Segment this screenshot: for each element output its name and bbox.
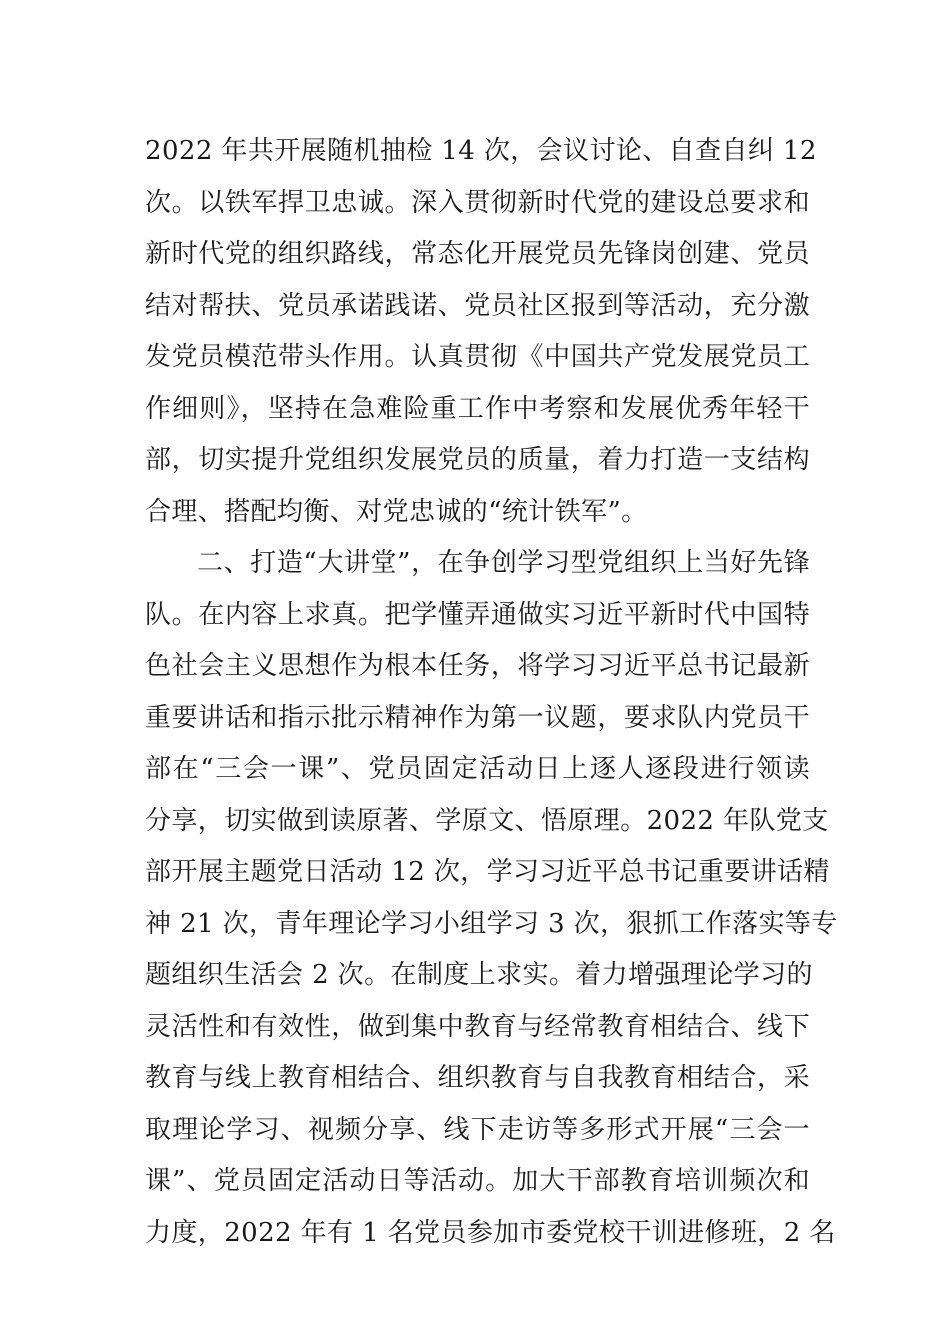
section-heading-line: 二、打造“大讲堂”，在争创学习型党组织上当好先锋 bbox=[197, 548, 810, 578]
text-line: 灵活性和有效性，做到集中教育与经常教育相结合、线下 bbox=[145, 1011, 810, 1042]
text-line: 发党员模范带头作用。认真贯彻《中国共产党发展党员工 bbox=[145, 342, 810, 372]
text-line: 力度，2022 年有 1 名党员参加市委党校干训进修班，2 名 bbox=[145, 1217, 836, 1248]
text-line: 色社会主义思想作为根本任务，将学习习近平总书记最新 bbox=[145, 651, 810, 681]
text-line: 重要讲话和指示批示精神作为第一议题，要求队内党员干 bbox=[145, 702, 810, 733]
text-line: 部，切实提升党组织发展党员的质量，着力打造一支结构 bbox=[145, 445, 810, 475]
text-line: 部在“三会一课”、党员固定活动日上逐人逐段进行领读 bbox=[145, 754, 810, 784]
text-line: 神 21 次，青年理论学习小组学习 3 次，狠抓工作落实等专 bbox=[145, 908, 838, 939]
text-line: 题组织生活会 2 次。在制度上求实。着力增强理论学习的 bbox=[145, 960, 813, 990]
text-line: 作细则》，坚持在急难险重工作中考察和发展优秀年轻干 bbox=[145, 393, 810, 424]
text-line: 次。以铁军捍卫忠诚。深入贯彻新时代党的建设总要求和 bbox=[145, 187, 810, 218]
text-line: 课”、党员固定活动日等活动。加大干部教育培训频次和 bbox=[145, 1166, 810, 1196]
text-line: 教育与线上教育相结合、组织教育与自我教育相结合，采 bbox=[145, 1063, 810, 1093]
text-line: 结对帮扶、党员承诺践诺、党员社区报到等活动，充分激 bbox=[145, 290, 810, 321]
text-line: 分享，切实做到读原著、学原文、悟原理。2022 年队党支 bbox=[145, 805, 829, 836]
text-line: 部开展主题党日活动 12 次，学习习近平总书记重要讲话精 bbox=[145, 857, 830, 887]
text-line: 合理、搭配均衡、对党忠诚的“统计铁军”。 bbox=[145, 496, 648, 527]
text-line: 2022 年共开展随机抽检 14 次，会议讨论、自查自纠 12 bbox=[145, 136, 817, 166]
text-line: 取理论学习、视频分享、线下走访等多形式开展“三会一 bbox=[145, 1114, 810, 1145]
text-line: 队。在内容上求真。把学懂弄通做实习近平新时代中国特 bbox=[145, 599, 810, 630]
body-text bbox=[145, 126, 838, 1259]
text-line: 新时代党的组织路线，常态化开展党员先锋岗创建、党员 bbox=[145, 239, 810, 269]
